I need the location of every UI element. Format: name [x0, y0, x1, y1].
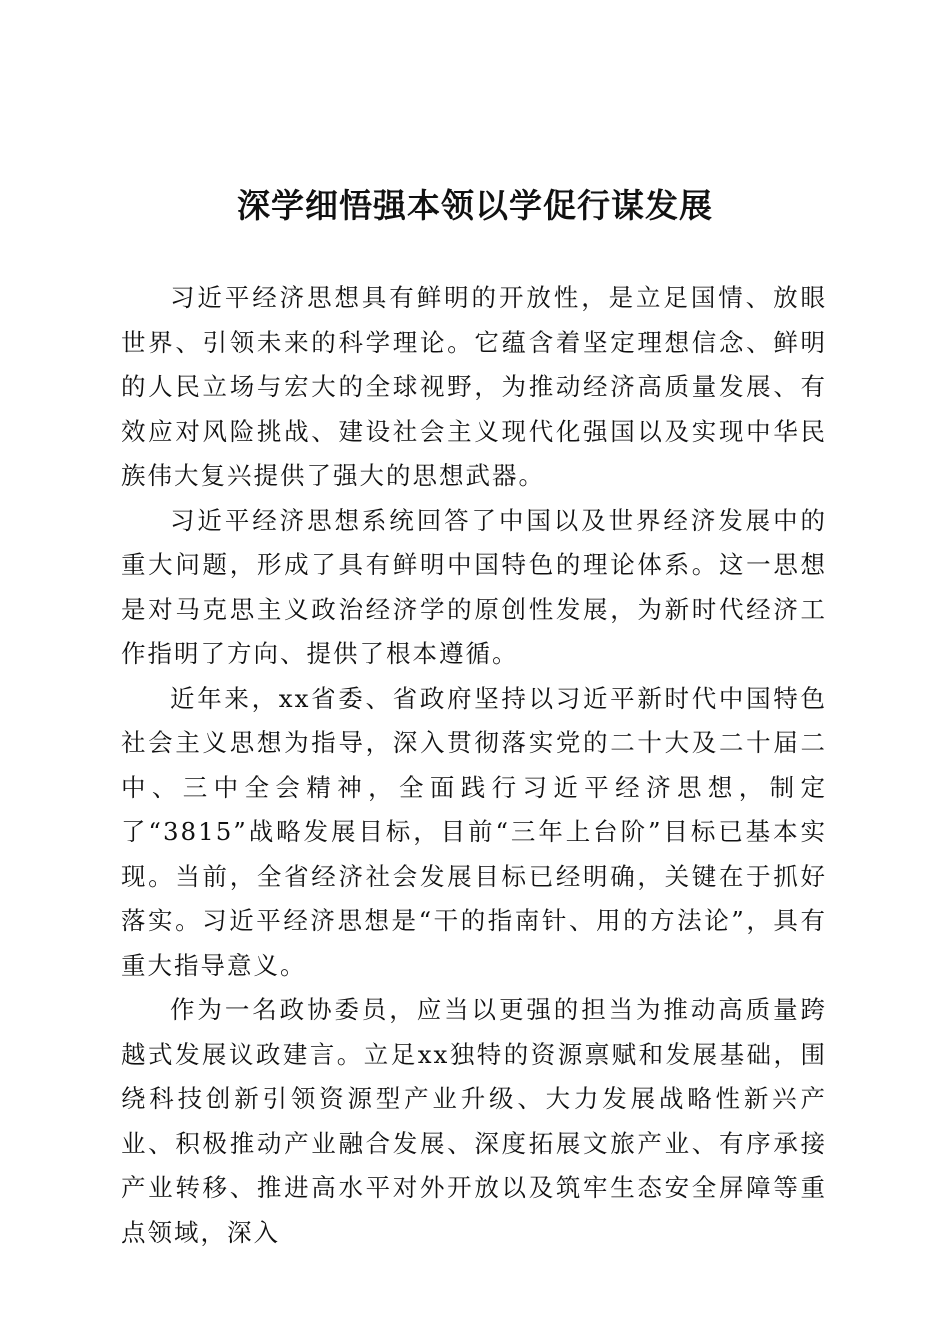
paragraph-3: 近年来，xx省委、省政府坚持以习近平新时代中国特色社会主义思想为指导，深入贯彻落实党的二十大及二十届二中、三中全会精神，全面践行习近平经济思想，制定了“3815”战略发展目标，目前“三年上台阶”目标已基本实现。当前，全省经济社会发展目标已经明确，关键在于抓好落实。习近平经济思想是“干的指南针、用的方法论”，具有重大指导意义。 — [121, 683, 827, 980]
paragraph-4: 作为一名政协委员，应当以更强的担当为推动高质量跨越式发展议政建言。立足xx独特的资源禀赋和发展基础，围绕科技创新引领资源型产业升级、大力发展战略性新兴产业、积极推动产业融合发展、深度拓展文旅产业、有序承接产业转移、推进高水平对外开放以及筑牢生态安全屏障等重点领域，深入 — [121, 995, 827, 1247]
paragraph-1: 习近平经济思想具有鲜明的开放性，是立足国情、放眼世界、引领未来的科学理论。它蕴含着坚定理想信念、鲜明的人民立场与宏大的全球视野，为推动经济高质量发展、有效应对风险挑战、建设社会主义现代化强国以及实现中华民族伟大复兴提供了强大的思想武器。 — [121, 283, 827, 490]
document-title: 深学细悟强本领以学促行谋发展 — [237, 186, 713, 225]
paragraph-2: 习近平经济思想系统回答了中国以及世界经济发展中的重大问题，形成了具有鲜明中国特色的理论体系。这一思想是对马克思主义政治经济学的原创性发展，为新时代经济工作指明了方向、提供了根本遵循。 — [121, 505, 827, 668]
document-body — [121, 276, 827, 1255]
